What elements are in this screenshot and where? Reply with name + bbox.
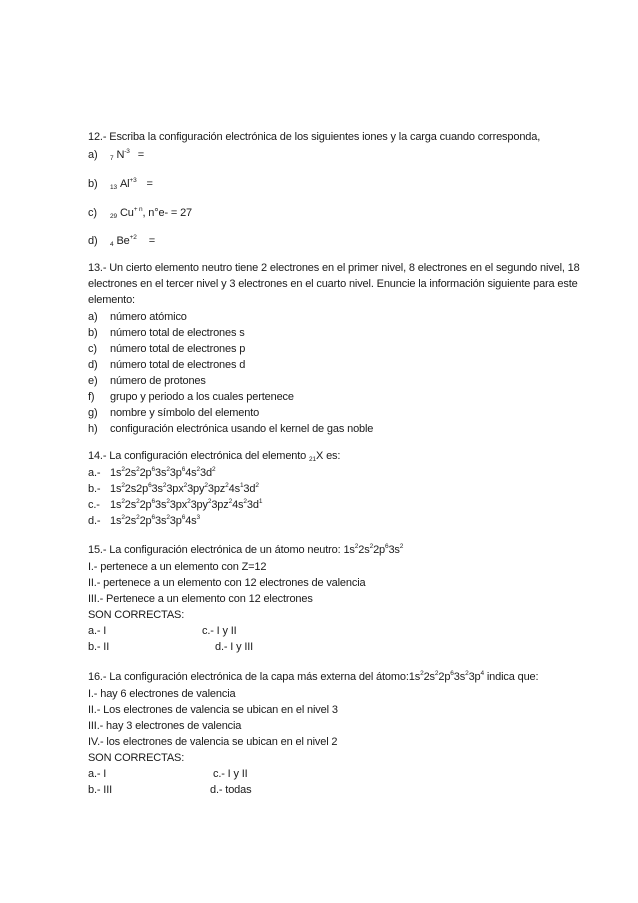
answer-option: d.- I y III xyxy=(215,641,254,653)
q14-title xyxy=(88,450,340,463)
q16-line-3: III.- hay 3 electrones de valencia xyxy=(88,720,242,732)
q12-d-symbol: Be xyxy=(116,235,130,247)
item-text: número total de electrones s xyxy=(110,327,245,339)
item-letter: c) xyxy=(88,343,97,355)
answer-option: b.- II xyxy=(88,641,110,653)
q15-answer-row-2 xyxy=(88,641,254,654)
q12-c-rest: , n°e- = 27 xyxy=(142,207,193,219)
q12-item-b xyxy=(88,177,153,191)
answer-option: a.- I xyxy=(88,768,107,780)
q15-title-text: 15.- La configuración electrónica de un átomo neutro: xyxy=(88,544,341,556)
q12-b-symbol: Al xyxy=(119,178,130,190)
q16-answer-row-1 xyxy=(88,768,248,781)
item-text: número de protones xyxy=(110,375,206,387)
answer-option: c.- I y II xyxy=(202,625,237,637)
electron-configuration: $1s^22s^22p^63s^2$ xyxy=(343,543,404,556)
q14-option-c xyxy=(88,498,263,512)
q16-title-suffix: indica que: xyxy=(483,671,539,683)
answer-option: a.- I xyxy=(88,625,107,637)
option-letter: d.- xyxy=(88,515,101,527)
list-item xyxy=(88,327,245,340)
q14-option-b xyxy=(88,482,259,496)
q16-line-4: IV.- los electrones de valencia se ubican en el nivel 2 xyxy=(88,736,338,748)
item-text: número total de electrones p xyxy=(110,343,246,355)
list-item xyxy=(88,343,246,356)
q15-answer-row-1 xyxy=(88,625,237,638)
q12-item-a xyxy=(88,148,145,162)
q13-intro-line-1: 13.- Un cierto elemento neutro tiene 2 electrones en el primer nivel, 8 electrones en el segundo nivel, 18 xyxy=(88,262,580,274)
item-letter: g) xyxy=(88,407,98,419)
electron-configuration: $1s^22s^22p^63s^23p^4$ xyxy=(408,670,484,683)
q12-item-c xyxy=(88,206,193,220)
item-letter: d) xyxy=(88,359,98,371)
q12-b-letter: b) xyxy=(88,178,98,190)
item-letter: e) xyxy=(88,375,98,387)
q13-intro-line-3: elemento: xyxy=(88,294,135,306)
q13-intro-line-2: electrones en el tercer nivel y 3 electrones en el cuarto nivel. Enuncie la información siguiente para este xyxy=(88,278,578,290)
q16-line-1: I.- hay 6 electrones de valencia xyxy=(88,688,236,700)
item-letter: f) xyxy=(88,391,95,403)
electron-configuration: $1s^22s^22p^63s^23px^23py^23pz^24s^23d^1$ xyxy=(110,498,263,511)
list-item xyxy=(88,407,260,420)
q16-correct-label: SON CORRECTAS: xyxy=(88,752,185,764)
item-text: grupo y periodo a los cuales pertenece xyxy=(110,391,294,403)
q12-d-letter: d) xyxy=(88,235,98,247)
option-letter: b.- xyxy=(88,483,101,495)
q14-option-a xyxy=(88,466,216,480)
answer-option: d.- todas xyxy=(210,784,252,796)
item-text: nombre y símbolo del elemento xyxy=(110,407,260,419)
q12-c-symbol: Cu xyxy=(119,207,134,219)
answer-option: b.- III xyxy=(88,784,113,796)
option-letter: c.- xyxy=(88,499,100,511)
list-item xyxy=(88,375,206,388)
q12-d-charge: +2 xyxy=(129,234,137,241)
q16-answer-row-2 xyxy=(88,784,252,797)
q15-title xyxy=(88,544,403,557)
q12-a-symbol: N xyxy=(116,149,125,161)
q12-a-z: 7 xyxy=(110,155,114,162)
q15-correct-label: SON CORRECTAS: xyxy=(88,609,185,621)
q15-line-3: III.- Pertenece a un elemento con 12 electrones xyxy=(88,593,313,605)
electron-configuration: $1s^22s^22p^63s^23p^64s^23d^2$ xyxy=(110,466,216,479)
q15-line-2: II.- pertenece a un elemento con 12 electrones de valencia xyxy=(88,577,366,589)
q12-d-eq: = xyxy=(148,235,156,247)
q16-title-text: 16.- La configuración electrónica de la capa más externa del átomo: xyxy=(88,671,409,683)
q12-a-charge: -3 xyxy=(124,148,130,155)
item-text: número total de electrones d xyxy=(110,359,246,371)
q16-line-2: II.- Los electrones de valencia se ubican en el nivel 3 xyxy=(88,704,338,716)
q12-c-charge: + n xyxy=(133,206,143,213)
option-letter: a.- xyxy=(88,467,101,479)
q12-b-z: 13 xyxy=(110,184,117,191)
list-item xyxy=(88,311,187,324)
q12-a-eq: = xyxy=(137,149,145,161)
answer-option: c.- I y II xyxy=(213,768,248,780)
item-text: número atómico xyxy=(110,311,187,323)
q12-c-z: 29 xyxy=(110,213,117,220)
electron-configuration: $1s^22s2p^63s^23px^23py^23pz^24s^13d^2$ xyxy=(110,482,259,495)
q15-line-1: I.- pertenece a un elemento con Z=12 xyxy=(88,561,267,573)
q12-item-d xyxy=(88,234,156,248)
q12-b-eq: = xyxy=(146,178,153,190)
q14-title-z: 21 xyxy=(309,456,316,463)
q12-b-charge: +3 xyxy=(129,177,137,184)
q12-title: 12.- Escriba la configuración electrónica de los siguientes iones y la carga cuando corresponda, xyxy=(88,131,541,143)
item-text: configuración electrónica usando el kernel de gas noble xyxy=(110,423,374,435)
item-letter: h) xyxy=(88,423,98,435)
list-item xyxy=(88,391,294,404)
q12-a-letter: a) xyxy=(88,149,98,161)
q12-d-z: 4 xyxy=(110,241,114,248)
list-item xyxy=(88,423,374,436)
q14-option-d xyxy=(88,514,200,528)
electron-configuration: $1s^22s^22p^63s^23p^64s^3$ xyxy=(110,514,200,527)
list-item xyxy=(88,359,246,372)
q16-title xyxy=(88,671,538,684)
q12-c-letter: c) xyxy=(88,207,97,219)
q14-title-post: X es: xyxy=(315,450,341,462)
item-letter: b) xyxy=(88,327,98,339)
item-letter: a) xyxy=(88,311,98,323)
q14-title-text: 14.- La configuración electrónica del elemento xyxy=(88,450,307,462)
